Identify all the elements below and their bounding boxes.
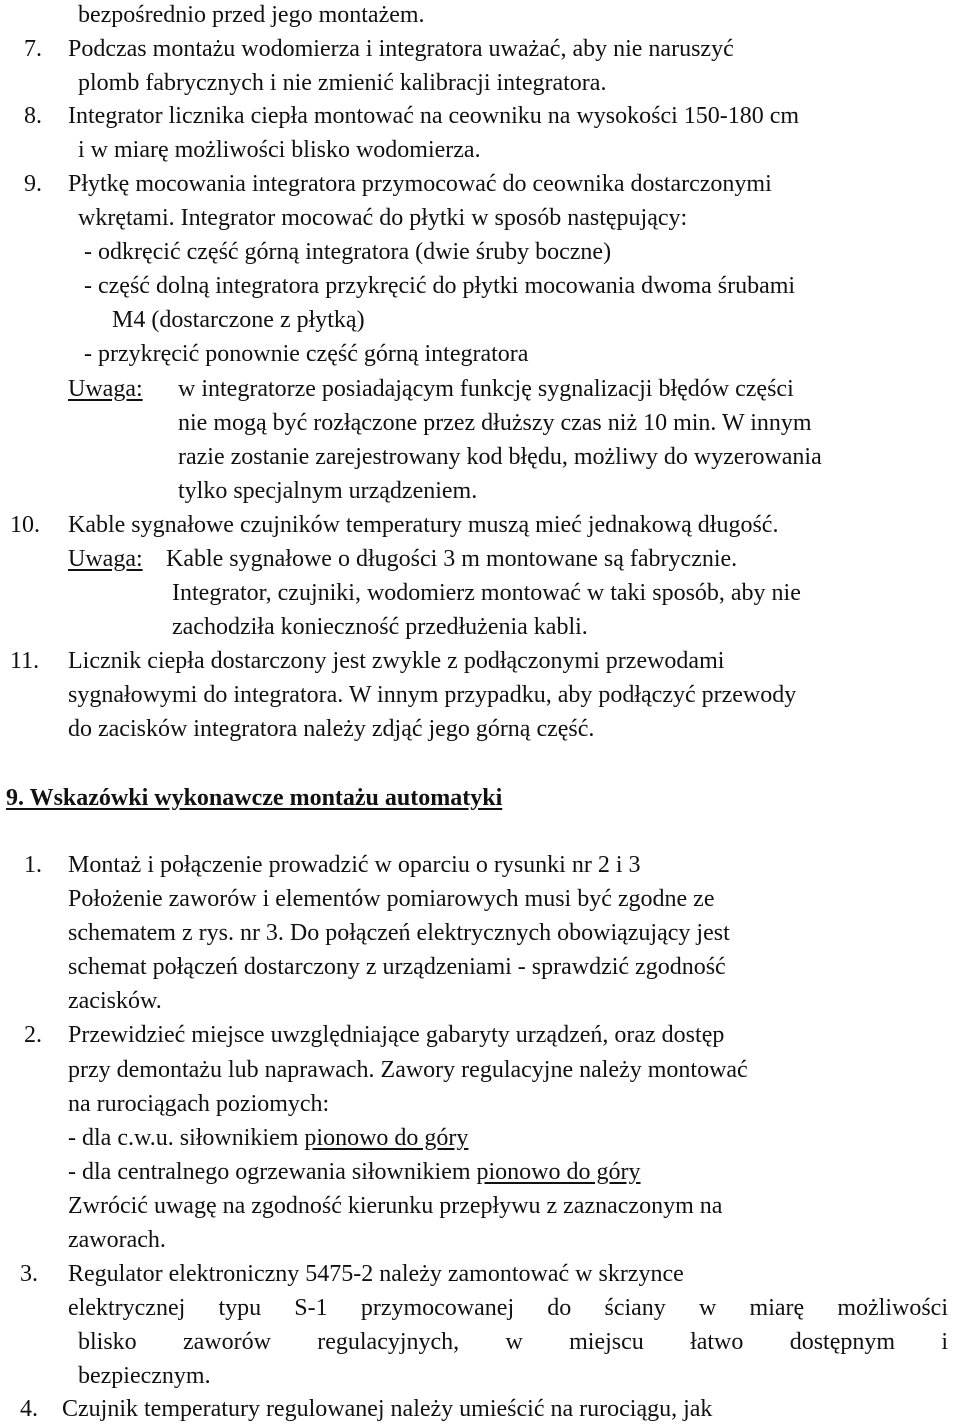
text-line: Licznik ciepła dostarczony jest zwykle z podłączonymi przewodami [68, 648, 725, 674]
text-line: Integrator, czujniki, wodomierz montować w taki sposób, aby nie [172, 580, 801, 606]
note-label: Uwaga: [68, 376, 143, 402]
text-line: razie zostanie zarejestrowany kod błędu, możliwy do wyzerowania [178, 444, 822, 470]
text-line: plomb fabrycznych i nie zmienić kalibracji integratora. [78, 70, 607, 96]
list-number: 1. [24, 852, 42, 878]
text-line: i w miarę możliwości blisko wodomierza. [78, 137, 481, 163]
text-line: tylko specjalnym urządzeniem. [178, 478, 478, 504]
list-number: 3. [20, 1261, 38, 1287]
text-line: elektrycznej typu S-1 przymocowanej do ściany w miarę możliwości [68, 1295, 948, 1321]
text-segment: - dla centralnego ogrzewania siłownikiem [68, 1159, 477, 1185]
text-line: schematem z rys. nr 3. Do połączeń elektrycznych obowiązujący jest [68, 920, 730, 946]
text-line: Czujnik temperatury regulowanej należy umieścić na rurociągu, jak [62, 1396, 713, 1422]
text-line: Integrator licznika ciepła montować na ceowniku na wysokości 150-180 cm [68, 103, 800, 129]
text-line: bezpośrednio przed jego montażem. [78, 2, 425, 28]
list-number: 11. [10, 648, 40, 674]
text-line [68, 1123, 468, 1153]
text-line: Kable sygnałowe o długości 3 m montowane są fabrycznie. [166, 546, 738, 572]
text-line: zacisków. [68, 988, 162, 1014]
text-line: wkrętami. Integrator mocować do płytki w sposób następujący: [78, 205, 688, 231]
text-line: na rurociągach poziomych: [68, 1091, 330, 1117]
text-line: - część dolną integratora przykręcić do płytki mocowania dwoma śrubami [84, 273, 796, 299]
text-line: sygnałowymi do integratora. W innym przypadku, aby podłączyć przewody [68, 682, 797, 708]
list-number: 8. [24, 103, 42, 129]
text-line: - odkręcić część górną integratora (dwie śruby boczne) [84, 239, 612, 265]
text-line: zaworach. [68, 1227, 166, 1253]
text-line: bezpiecznym. [78, 1363, 211, 1389]
text-segment: - dla c.w.u. siłownikiem [68, 1125, 305, 1151]
text-line: przy demontażu lub naprawach. Zawory regulacyjne należy montować [68, 1057, 748, 1083]
text-line: Zwrócić uwagę na zgodność kierunku przepływu z zaznaczonym na [68, 1193, 723, 1219]
text-line: blisko zaworów regulacyjnych, w miejscu łatwo dostępnym i [78, 1329, 948, 1355]
text-line: Podczas montażu wodomierza i integratora uważać, aby nie naruszyć [68, 36, 734, 62]
text-line: zachodziła konieczność przedłużenia kabli. [172, 614, 588, 640]
text-line: nie mogą być rozłączone przez dłuższy czas niż 10 min. W innym [178, 410, 812, 436]
list-number: 7. [24, 36, 42, 62]
text-line: Płytkę mocowania integratora przymocować do ceownika dostarczonymi [68, 171, 772, 197]
text-line: M4 (dostarczone z płytką) [112, 307, 365, 333]
list-number: 2. [24, 1022, 42, 1048]
text-line: Kable sygnałowe czujników temperatury muszą mieć jednakową długość. [68, 512, 779, 538]
list-number: 4. [20, 1396, 38, 1422]
text-line: schemat połączeń dostarczony z urządzeniami - sprawdzić zgodność [68, 954, 726, 980]
note-label: Uwaga: [68, 546, 143, 572]
text-line [68, 1157, 641, 1187]
section-heading: 9. Wskazówki wykonawcze montażu automatyki [6, 785, 503, 811]
text-line: do zacisków integratora należy zdjąć jego górną część. [68, 716, 595, 742]
text-line: w integratorze posiadającym funkcję sygnalizacji błędów części [178, 376, 794, 402]
underlined-text: pionowo do góry [304, 1125, 469, 1151]
text-line: Przewidzieć miejsce uwzględniające gabaryty urządzeń, oraz dostęp [68, 1022, 725, 1048]
text-line: Regulator elektroniczny 5475-2 należy zamontować w skrzynce [68, 1261, 684, 1287]
list-number: 10. [10, 512, 40, 538]
list-number: 9. [24, 171, 42, 197]
text-line: - przykręcić ponownie część górną integratora [84, 341, 529, 367]
text-line: Położenie zaworów i elementów pomiarowych musi być zgodne ze [68, 886, 715, 912]
text-line: Montaż i połączenie prowadzić w oparciu o rysunki nr 2 i 3 [68, 852, 641, 878]
underlined-text: pionowo do góry [476, 1159, 641, 1185]
